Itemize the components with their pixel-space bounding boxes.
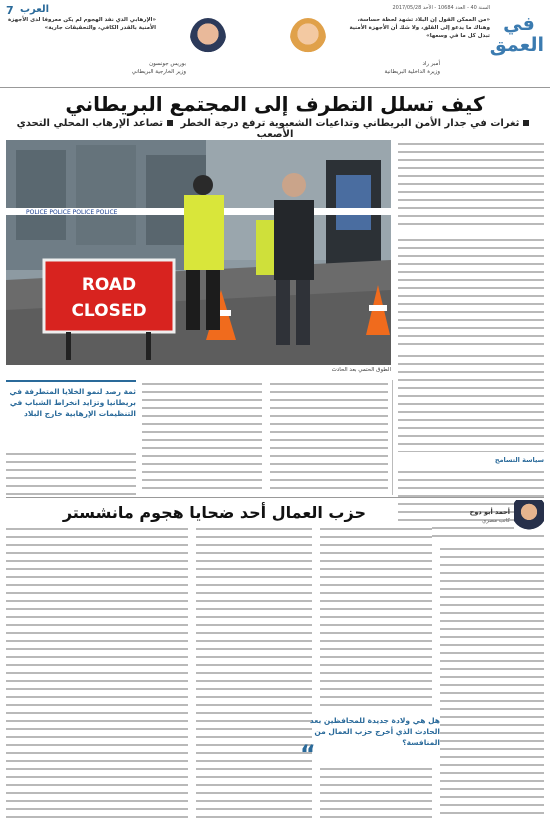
road-sign-line2: CLOSED	[71, 301, 147, 321]
quote-text: «الإرهابي الذي نفذ الهجوم لم يكن معروفا لدى الأجهزة الأمنية بالقدر الكافي، والتحقيقات جارية»	[7, 17, 156, 31]
main-headline: كيف تسلل التطرف إلى المجتمع البريطاني	[65, 92, 485, 116]
main-photo	[6, 140, 391, 365]
pull-quote-2	[300, 715, 440, 748]
quote-role: وزير الخارجية البريطاني	[131, 69, 186, 75]
right-column	[398, 140, 544, 538]
second-article-headline: حزب العمال أحد ضحايا هجوم مانشستر	[62, 503, 366, 522]
subheadlines	[6, 118, 544, 140]
photo-caption: الطوق الحتمي بعد الحادث	[331, 367, 391, 373]
portrait-photo	[290, 18, 326, 58]
text-block	[440, 545, 544, 820]
column-subtitle: سياسة التسامح	[494, 456, 544, 464]
text-block	[196, 525, 312, 820]
quote-left	[6, 16, 226, 76]
subheadline-1: ثغرات في جدار الأمن البريطاني وتداعيات الشعبوية ترفع درجة الخطر	[180, 118, 520, 129]
portrait-photo	[190, 18, 226, 58]
text-block	[398, 236, 544, 346]
section-logo	[489, 13, 544, 74]
section-logo-line2: العمق	[489, 34, 544, 56]
issue-date: السنة 40 - العدد 10684 - الأحد 2017/05/28	[392, 5, 490, 11]
text-block	[398, 352, 544, 452]
page-header	[0, 0, 550, 88]
author-name: أحمد أبو دوح	[469, 508, 510, 516]
quote-text: «من الممكن القول إن البلاد تشهد لحظة حساسة، وهناك ما يدعو إلى القلق، ولا شك أن الأجهزة الأمنية تبذل كل ما في وسعها»	[349, 17, 490, 39]
author-photo	[514, 500, 544, 534]
quote-name: بوريس جونسون	[149, 61, 186, 67]
quote-attribution	[330, 60, 440, 76]
pull-quote	[6, 380, 136, 445]
quote-role: وزيرة الداخلية البريطانية	[384, 69, 440, 75]
quote-right	[290, 16, 490, 76]
subheadline-2: تصاعد الإرهاب المحلي التحدي الأصعب	[16, 118, 294, 140]
pull-quote-text: ثمة رصد لنمو الخلايا المتطرفة في بريطانيا وتزايد انخراط الشباب في التنظيمات الإرهابية خارج البلاد	[9, 387, 136, 418]
section-logo-line1: في	[503, 13, 535, 35]
police-tape-text: POLICE POLICE POLICE POLICE	[26, 209, 118, 216]
text-block	[320, 525, 432, 710]
scene-illustration	[6, 140, 391, 365]
article-divider	[6, 497, 544, 498]
bullet-square-icon	[523, 120, 529, 126]
road-sign-line1: ROAD	[81, 275, 137, 295]
column-divider	[392, 380, 393, 495]
pull-quote-2-text: هل هي ولادة جديدة للمحافظين بعد الحادث الذي أخرج حزب العمال من المنافسة؟	[309, 716, 440, 747]
quote-name: أمبر راد	[422, 61, 440, 67]
text-block	[6, 450, 136, 495]
text-block	[142, 380, 262, 495]
text-block	[320, 765, 432, 820]
byline	[440, 500, 544, 540]
bullet-square-icon	[167, 120, 173, 126]
masthead	[0, 4, 550, 17]
text-block	[398, 140, 544, 230]
text-block	[270, 380, 388, 495]
brand-name: العرب	[20, 4, 50, 15]
quote-attribution	[76, 60, 186, 76]
text-block	[6, 525, 188, 820]
page-number: 7	[6, 4, 14, 17]
author-role: كاتب مصري	[481, 518, 510, 524]
quote-mark-icon: “	[300, 740, 316, 768]
